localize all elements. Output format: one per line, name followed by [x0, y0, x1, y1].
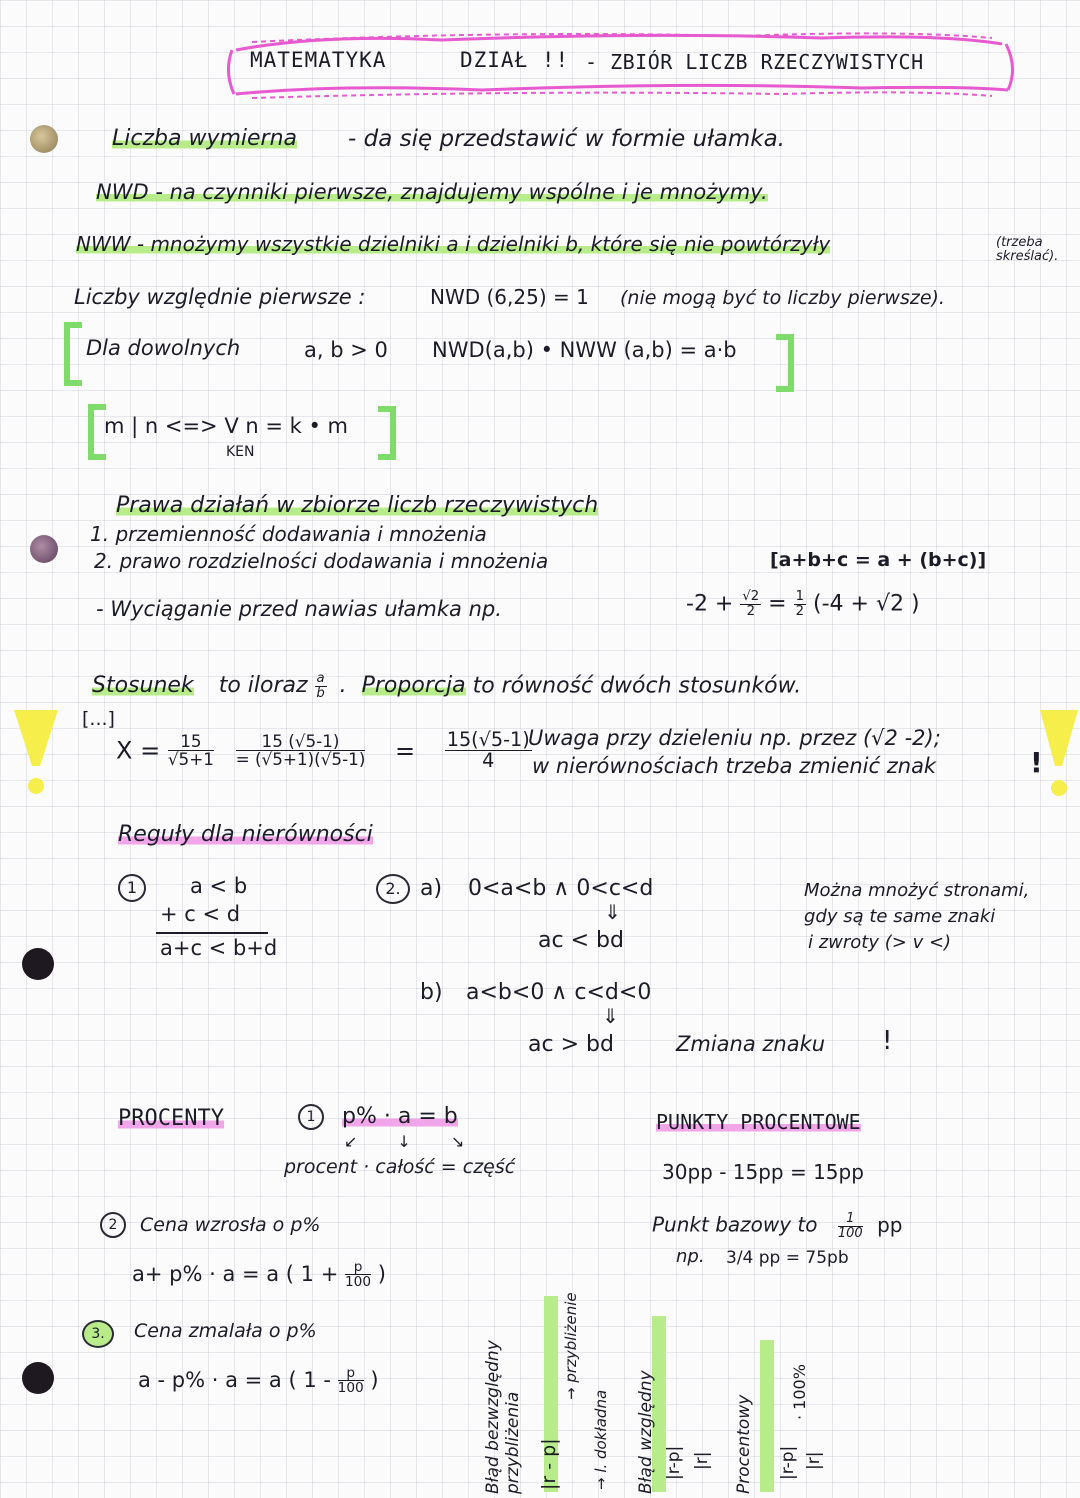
percents-rule-1-number — [298, 1104, 324, 1130]
ratio-fraction-den: b — [316, 685, 325, 701]
rational-term: Liczba wymierna — [112, 126, 298, 151]
factor-out-example — [686, 590, 920, 619]
basis-point-example-np: np. — [676, 1246, 705, 1267]
price-decrease-frac-den: 100 — [337, 1380, 364, 1397]
laws-item-2-formula: [a+b+c = a + (b+c)] — [770, 549, 987, 571]
rule-2b-arrow-icon: ⇓ — [602, 1004, 619, 1028]
percents-formula-1-arrows-icon: ↙↓↘ — [344, 1132, 505, 1151]
ratio-fraction-num: a — [316, 671, 325, 686]
title-topic: - ZBIÓR LICZB RZECZYWISTYCH — [585, 50, 924, 74]
divisibility-bracket-right — [378, 406, 396, 460]
price-increase-label: Cena wzrosła o p% — [140, 1214, 321, 1236]
factor-fraction-num: √2 — [742, 589, 760, 604]
divisibility-formula: m | n <=> V n = k • m — [104, 414, 348, 438]
rule-1-a: a < b — [190, 874, 248, 898]
rule-1-b: + c < d — [160, 902, 241, 926]
ratio-dot: . — [339, 673, 347, 699]
ratio-term: Stosunek — [92, 673, 194, 699]
percents-rule-2-number — [100, 1212, 126, 1238]
abs-error-formula: |r - p| — [538, 1438, 560, 1490]
factor-out-text: - Wyciąganie przed nawias ułamka np. — [96, 597, 502, 621]
factor-fraction-den: 2 — [746, 603, 755, 619]
percents-formula-1-labels: procent · całość = część — [284, 1156, 516, 1178]
ratio-def: to iloraz — [218, 673, 308, 699]
lcm-definition: NWW - mnożymy wszystkie dzielniki a i dzielniki b, które się nie powtórzyły — [76, 232, 831, 256]
basis-point-label: Punkt bazowy to — [652, 1212, 818, 1237]
rule-2 — [376, 874, 410, 904]
basis-point-fraction — [838, 1212, 863, 1240]
factor-rhs: (-4 + √2 ) — [813, 591, 920, 617]
error-highlight-3 — [760, 1340, 774, 1492]
price-increase-frac-num: p — [345, 1260, 371, 1275]
price-decrease-frac-num: p — [338, 1366, 364, 1381]
price-decrease-formula-text: a - p% · a = a ( 1 - — [138, 1367, 331, 1392]
coprime-label: Liczby względnie pierwsze : — [74, 285, 366, 309]
percents-formula-1: p% · a = b — [342, 1104, 458, 1129]
rule-2-note-1: Można mnożyć stronami, — [804, 880, 1030, 901]
coprime-note: (nie mogą być to liczby pierwsze). — [620, 287, 945, 309]
rel-error-den: |r| — [692, 1451, 712, 1470]
factor-lhs: -2 + — [686, 591, 734, 617]
rule-2a-label: a) — [420, 876, 443, 901]
percents-rule-3-number — [82, 1320, 114, 1348]
divisibility-subscript: KEN — [226, 444, 255, 460]
pct-error-mult: · 100% — [790, 1364, 809, 1420]
gcd-lcm-bracket-left — [64, 322, 82, 386]
laws-item-2: 2. prawo rozdzielności dodawania i mnożenia — [94, 549, 549, 573]
abs-error-title: Błąd bezwzględny przybliżenia — [483, 1340, 523, 1494]
rule-2a-result: ac < bd — [538, 928, 624, 953]
gcd-lcm-bracket-right — [776, 334, 794, 392]
price-decrease-label: Cena zmalała o p% — [134, 1320, 317, 1342]
warning-left-icon — [12, 706, 60, 798]
rule-2b-result: ac > bd — [528, 1032, 614, 1057]
basis-point-den: 100 — [837, 1225, 863, 1241]
rationalize-frac-2-num: 15 (√5-1) — [236, 733, 366, 752]
binder-hole-2 — [30, 535, 58, 563]
price-increase-frac-den: 100 — [345, 1274, 372, 1291]
rel-error-title: Błąd względny — [636, 1370, 656, 1494]
binder-hole-3 — [22, 948, 54, 980]
binder-hole-1 — [30, 125, 58, 153]
warning-line-1: Uwaga przy dzieleniu np. przez (√2 -2); — [528, 726, 941, 750]
percents-n1: 1 — [298, 1104, 324, 1130]
rationalize-frac-3-den: 4 — [482, 749, 495, 773]
price-increase-fraction — [345, 1260, 371, 1290]
rule-2b-note: Zmiana znaku — [676, 1032, 826, 1056]
rationalize-frac-1 — [167, 730, 214, 770]
rationalize-frac-2 — [235, 730, 366, 770]
rationalize-eq: = — [395, 736, 416, 765]
rationalize-frac-2-den: = (√5+1)(√5-1) — [235, 749, 366, 770]
inequalities-title: Reguły dla nierówności — [118, 822, 373, 847]
rationalize-frac-1-num: 15 — [168, 733, 214, 752]
basis-point-unit: pp — [877, 1212, 903, 1237]
ratio-fraction — [315, 672, 327, 701]
price-increase-formula-text: a+ p% · a = a ( 1 + — [132, 1261, 339, 1286]
pct-error-title: Procentowy — [734, 1394, 754, 1494]
abs-error-approx: → przybliżenie — [562, 1292, 580, 1400]
factor-fraction — [740, 590, 761, 619]
rationalize-frac-3-num: 15(√5-1) — [446, 728, 530, 751]
price-decrease-formula — [138, 1366, 379, 1396]
pct-error-den: |r| — [804, 1451, 824, 1470]
abs-error-exact: → l. dokładna — [592, 1389, 610, 1490]
lcm-note: (trzeba skreślać). — [996, 235, 1059, 265]
factor-half — [794, 590, 806, 619]
pct-error-num: |r-p| — [778, 1445, 798, 1480]
rule-2-note-3: i zwroty (> v <) — [808, 932, 952, 953]
title-subject: MATEMATYKA — [250, 48, 387, 72]
factor-half-num: 1 — [795, 589, 804, 604]
any-label: Dla dowolnych — [86, 336, 241, 360]
rule-2-note-2: gdy są te same znaki — [804, 906, 996, 927]
rationalize-example — [116, 730, 532, 771]
ratio-ellipsis: [...] — [82, 708, 115, 730]
rule-1 — [118, 874, 146, 902]
basis-point-num: 1 — [838, 1212, 863, 1227]
rule-1-sum: a+c < b+d — [160, 936, 278, 960]
gcd-definition: NWD - na czynniki pierwsze, znajdujemy wspólne i je mnożymy. — [96, 180, 768, 204]
warning-line-2: w nierównościach trzeba zmienić znak — [532, 754, 937, 778]
ratio-line — [92, 672, 801, 701]
points-example: 30pp - 15pp = 15pp — [662, 1160, 864, 1184]
x-label: X = — [116, 736, 161, 765]
laws-item-1: 1. przemienność dodawania i mnożenia — [90, 522, 487, 546]
basis-point-line — [652, 1212, 902, 1240]
title-section: DZIAŁ !! — [460, 48, 570, 72]
points-title: PUNKTY PROCENTOWE — [656, 1110, 861, 1134]
rule-2a-condition: 0<a<b ∧ 0<c<d — [468, 876, 654, 901]
any-condition: a, b > 0 — [304, 338, 388, 362]
rule-2b-mark: ! — [882, 1026, 893, 1056]
price-decrease-close: ) — [370, 1367, 379, 1392]
price-decrease-fraction — [338, 1366, 364, 1396]
factor-half-den: 2 — [795, 603, 804, 619]
proportion-def: to równość dwóch stosunków. — [472, 673, 802, 699]
binder-hole-4 — [22, 1362, 54, 1394]
rationalize-frac-1-den: √5+1 — [167, 749, 214, 770]
percents-n2: 2 — [100, 1212, 126, 1238]
rule-2a-arrow-icon: ⇓ — [604, 900, 621, 924]
laws-title-text: Prawa działań w zbiorze liczb rzeczywistych — [116, 493, 599, 518]
coprime-example: NWD (6,25) = 1 — [430, 285, 589, 309]
rational-definition: - da się przedstawić w formie ułamka. — [348, 126, 785, 152]
rule-1-line — [156, 932, 268, 934]
percents-title: PROCENTY — [118, 1106, 224, 1131]
rule-1-number: 1 — [118, 874, 146, 902]
rule-2b-condition: a<b<0 ∧ c<d<0 — [466, 980, 652, 1005]
factor-eq: = — [768, 591, 787, 617]
gcd-lcm-formula: NWD(a,b) • NWW (a,b) = a·b — [432, 338, 737, 362]
basis-point-example: 3/4 pp = 75pb — [726, 1248, 849, 1268]
warning-exclaim: ! — [1030, 746, 1043, 779]
proportion-term: Proporcja — [361, 673, 466, 699]
laws-title — [116, 493, 598, 518]
rationalize-frac-3 — [445, 730, 532, 771]
rel-error-num: |r-p| — [664, 1445, 684, 1480]
rule-2-number: 2. — [376, 874, 410, 904]
price-increase-close: ) — [377, 1261, 386, 1286]
rule-2b-label: b) — [420, 980, 443, 1005]
price-increase-formula — [132, 1260, 386, 1290]
warning-right-icon — [1038, 706, 1080, 798]
percents-n3: 3. — [82, 1320, 114, 1348]
